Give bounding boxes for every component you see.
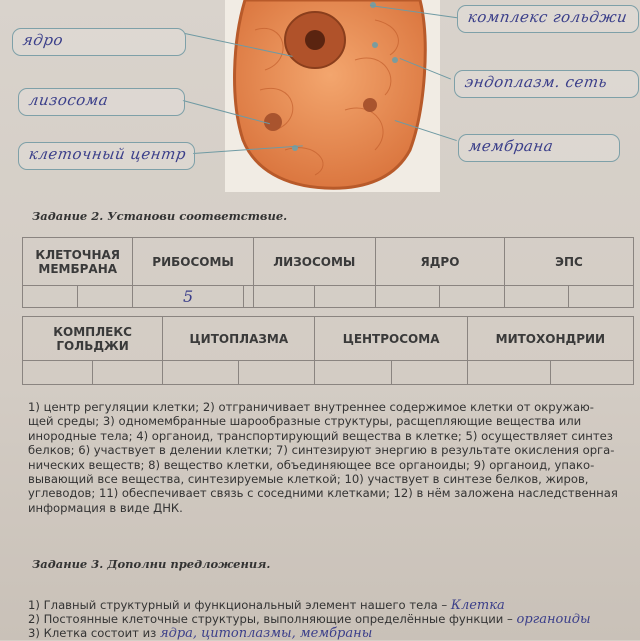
answer-cell[interactable] — [314, 286, 375, 308]
label-box-membrane — [458, 134, 620, 162]
label-box-golgi — [457, 5, 639, 33]
task2-title: Задание 2. Установи соответствие. — [32, 209, 288, 223]
answer-cell[interactable] — [467, 361, 550, 385]
label-nucleus: ядро — [21, 31, 65, 49]
match-table-row1 — [22, 237, 634, 308]
answer-cell[interactable] — [163, 361, 239, 385]
label-box-er — [454, 70, 639, 98]
label-box-centrosome — [18, 142, 195, 170]
description-line: углеводов; 11) обеспечивает связь с соседними клетками; 12) в нём заложена наследственная — [28, 486, 618, 501]
label-er: эндоплазм. сеть — [463, 73, 609, 91]
answer-cell[interactable] — [375, 286, 440, 308]
header-cell-cytoplasm: ЦИТОПЛАЗМА — [163, 317, 315, 361]
description-line: инородные тела; 4) органоид, транспортирующий вещества в клетке; 5) осуществляет синтез — [28, 428, 613, 443]
header-cell-lysosomes: ЛИЗОСОМЫ — [253, 238, 375, 286]
answer-cell[interactable] — [440, 286, 505, 308]
cell-illustration — [225, 0, 440, 192]
header-cell-nucleus: ЯДРО — [375, 238, 504, 286]
sentence-3-text: 3) Клетка состоит из — [28, 626, 157, 640]
description-line: щей среды; 3) одномембранные шарообразные структуры, расщепляющие вещества или — [28, 414, 582, 429]
answer-cell[interactable] — [569, 286, 634, 308]
task2-descriptions — [28, 400, 628, 515]
answer-cell[interactable] — [391, 361, 467, 385]
answer-cell[interactable] — [505, 286, 569, 308]
label-box-lysosome — [18, 88, 185, 116]
sentence-3-answer[interactable]: ядра, цитоплазмы, мембраны — [159, 626, 373, 641]
answer-cell[interactable] — [23, 361, 93, 385]
answer-cell[interactable] — [93, 361, 163, 385]
answer-cell[interactable] — [243, 286, 253, 308]
header-cell-centrosome: ЦЕНТРОСОМА — [315, 317, 467, 361]
header-cell-membrane: КЛЕТОЧНАЯ МЕМБРАНА — [23, 238, 133, 286]
answer-cell[interactable] — [239, 361, 315, 385]
sentence-2 — [28, 612, 591, 627]
header-cell-er: ЭПС — [505, 238, 634, 286]
sentence-1-answer[interactable]: Клетка — [450, 598, 505, 613]
label-membrane: мембрана — [467, 137, 555, 155]
answer-cell[interactable] — [133, 286, 243, 308]
sentence-3 — [28, 626, 372, 641]
description-line: вывающий все вещества, синтезируемые клеткой; 10) участвует в синтезе белков, жиров, — [28, 472, 589, 487]
match-table-row2 — [22, 316, 634, 385]
sentence-1 — [28, 598, 505, 613]
description-line: белков; 6) участвует в делении клетки; 7) синтезируют энергию в результате окисления орга- — [28, 443, 615, 458]
answer-cell[interactable] — [23, 286, 78, 308]
label-centrosome: клеточный центр — [27, 145, 188, 163]
answer-cell[interactable] — [550, 361, 633, 385]
answer-cell[interactable] — [78, 286, 133, 308]
header-cell-mitochondria: МИТОХОНДРИИ — [467, 317, 633, 361]
description-line: информация в виде ДНК. — [28, 500, 183, 515]
label-lysosome: лизосома — [27, 91, 110, 109]
task3-title: Задание 3. Дополни предложения. — [32, 557, 271, 571]
label-golgi: комплекс гольджи — [466, 8, 629, 26]
header-cell-ribosomes: РИБОСОМЫ — [133, 238, 253, 286]
header-cell-golgi: КОМПЛЕКС ГОЛЬДЖИ — [23, 317, 163, 361]
description-line: нических веществ; 8) вещество клетки, объединяющее все органоиды; 9) органоид, упако- — [28, 457, 595, 472]
answer-cell[interactable] — [253, 286, 314, 308]
sentence-2-text: 2) Постоянные клеточные структуры, выполняющие определённые функции – — [28, 612, 513, 626]
label-box-nucleus — [12, 28, 186, 56]
answer-cell[interactable] — [315, 361, 391, 385]
answer-ribosomes: 5 — [183, 287, 194, 306]
sentence-2-answer[interactable]: органоиды — [516, 612, 591, 627]
description-line: 1) центр регуляции клетки; 2) отграничивает внутреннее содержимое клетки от окружаю- — [28, 400, 594, 414]
sentence-1-text: 1) Главный структурный и функциональный элемент нашего тела – — [28, 598, 448, 612]
